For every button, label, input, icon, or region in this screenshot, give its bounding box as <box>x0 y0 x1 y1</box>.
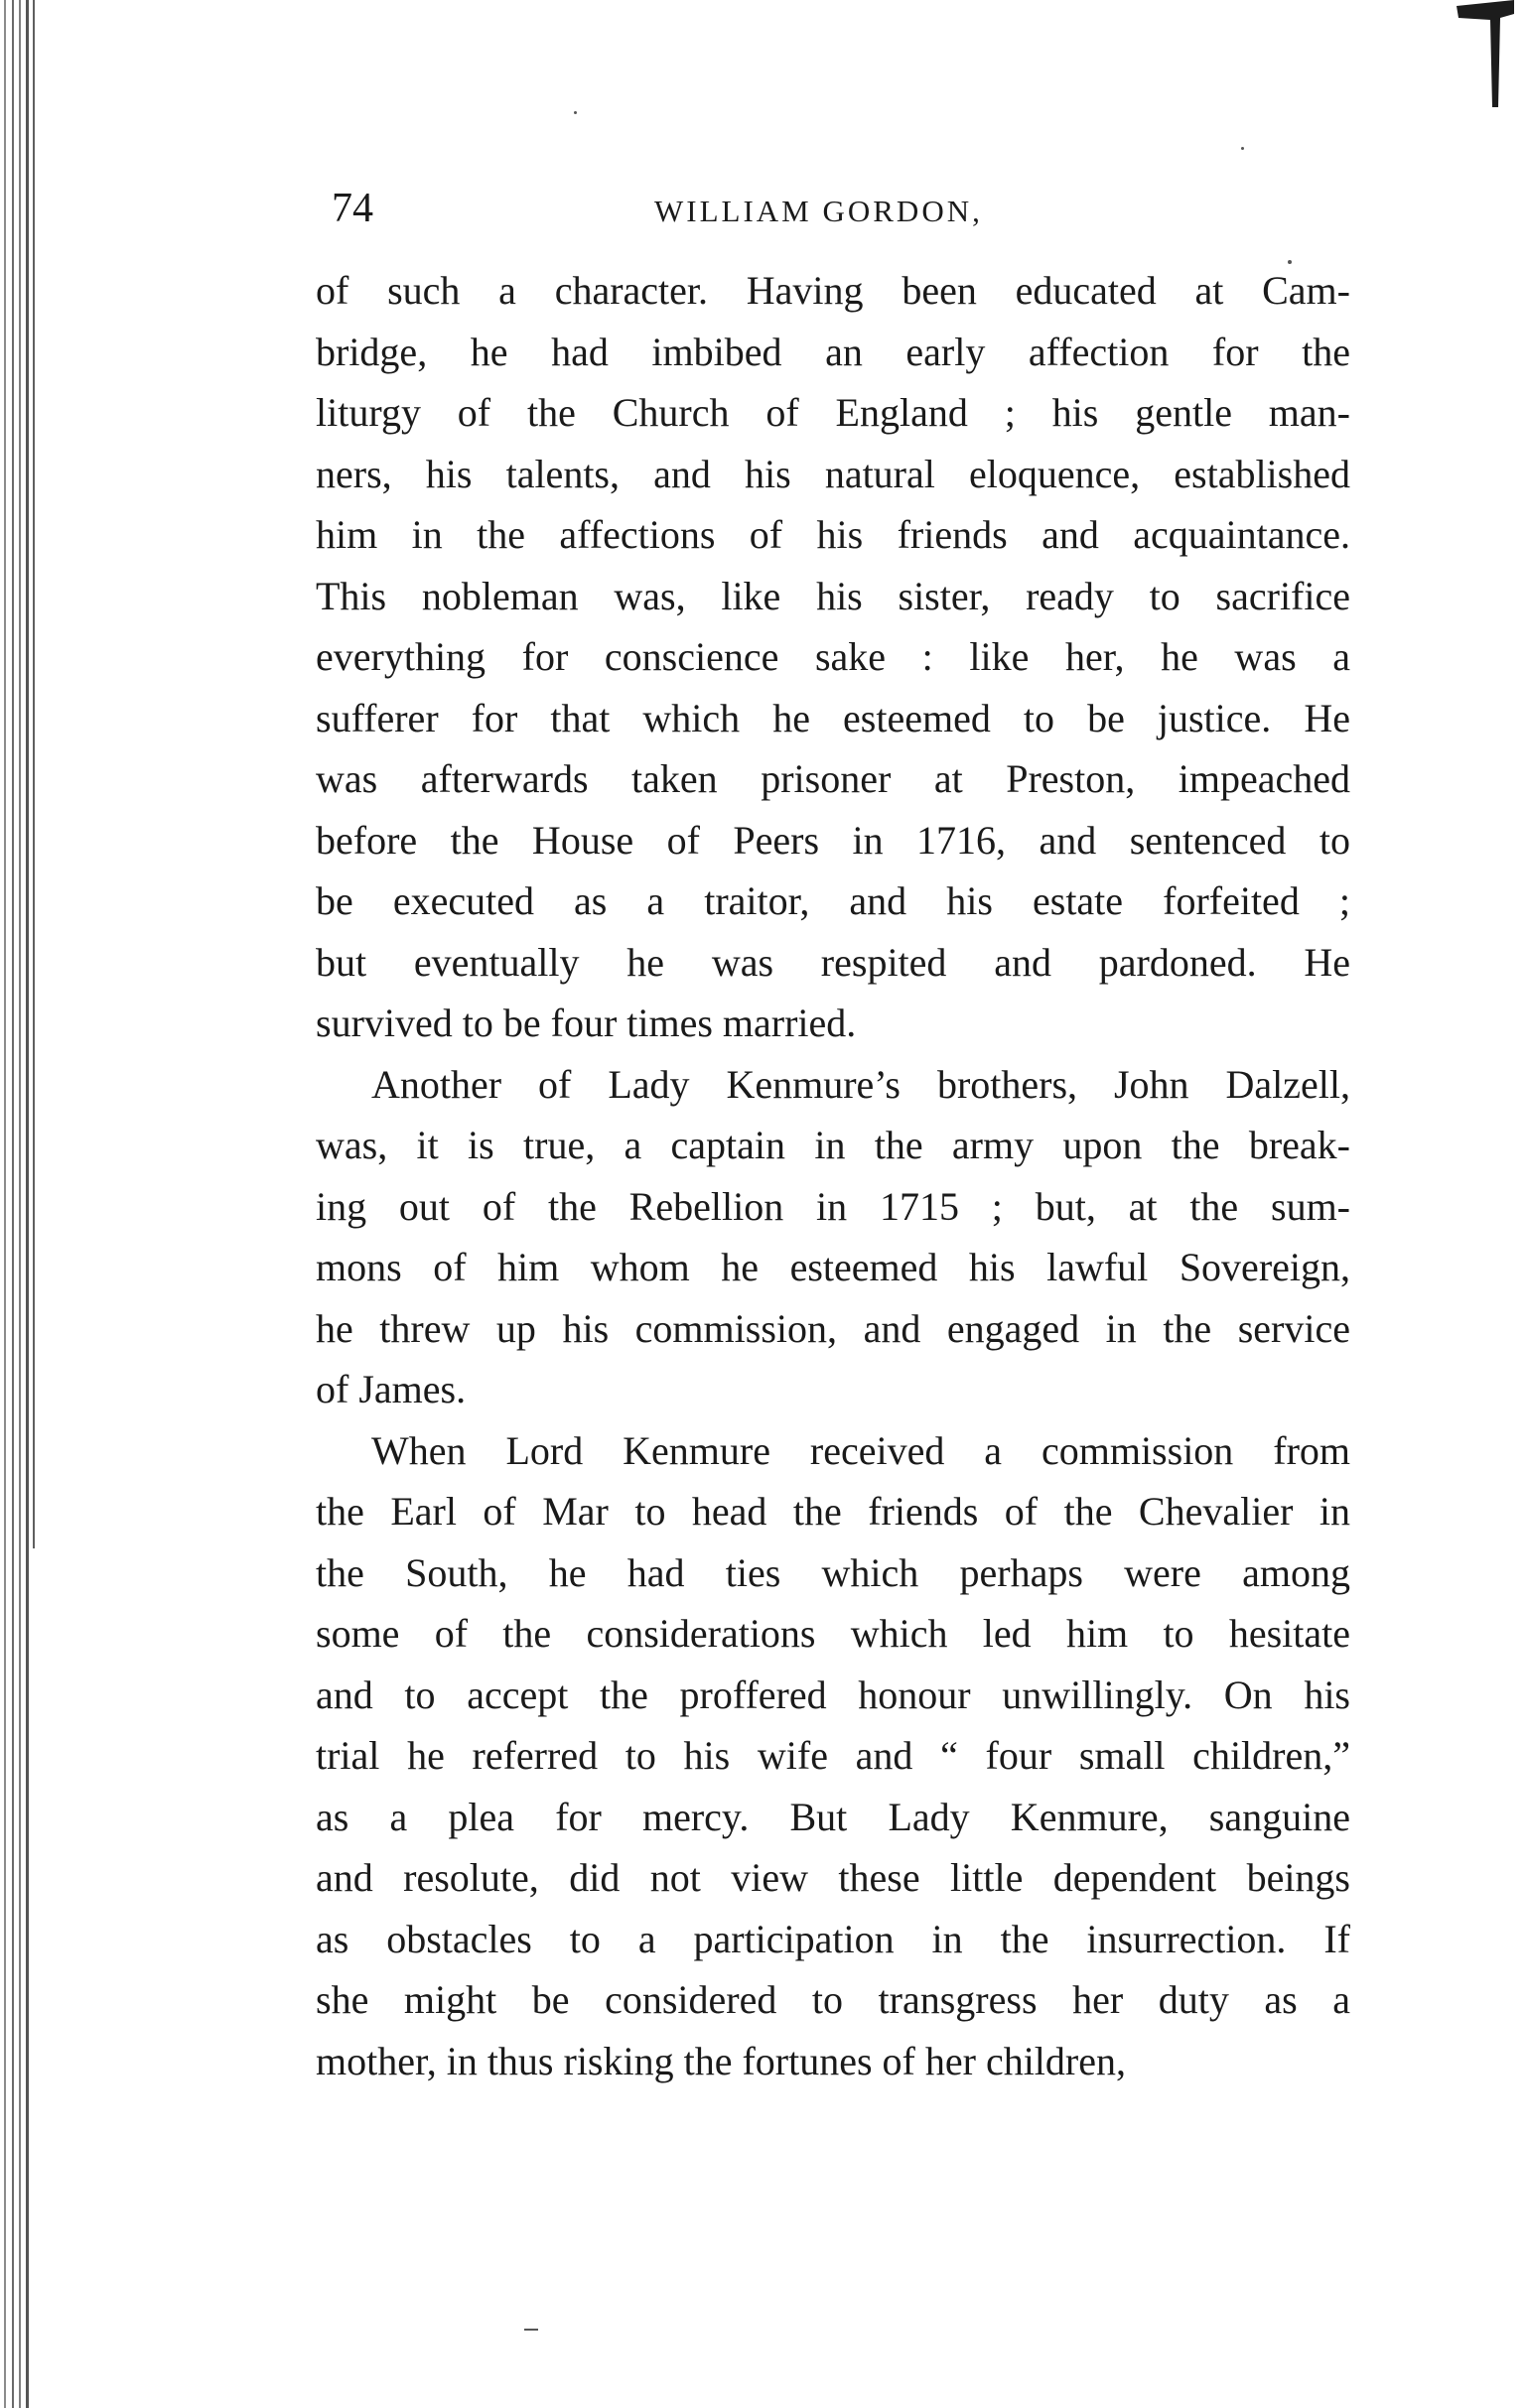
text-line: was, it is true, a captain in the army upon the break- <box>316 1123 1350 1167</box>
text-line: sufferer for that which he esteemed to be justice. He <box>316 695 1350 740</box>
text-line: trial he referred to his wife and “ four small children,” <box>316 1733 1350 1778</box>
text-line: and to accept the proffered honour unwillingly. On his <box>316 1672 1350 1717</box>
binding-edge-line <box>26 0 29 2408</box>
paragraph <box>316 1420 1350 2092</box>
paragraph <box>316 260 1350 1054</box>
text-line: but eventually he was respited and pardoned. He <box>316 939 1350 985</box>
text-line: be executed as a traitor, and his estate forfeited ; <box>316 878 1350 923</box>
text-line: the South, he had ties which perhaps were among <box>316 1549 1350 1595</box>
text-line: as obstacles to a participation in the insurrection. If <box>316 1916 1350 1961</box>
text-line: she might be considered to transgress her duty as a <box>316 1977 1350 2022</box>
text-line: ners, his talents, and his natural eloquence, established <box>316 451 1350 496</box>
text-line: some of the considerations which led him to hesitate <box>316 1611 1350 1656</box>
text-line: was afterwards taken prisoner at Preston, impeached <box>316 756 1350 801</box>
text-line: mother, in thus risking the fortunes of her children, <box>316 2038 1126 2083</box>
text-line: of James. <box>316 1367 467 1411</box>
binding-edge-line <box>19 0 21 2408</box>
text-line: before the House of Peers in 1716, and sentenced to <box>316 817 1350 863</box>
running-title: WILLIAM GORDON, <box>654 194 983 228</box>
text-line: survived to be four times married. <box>316 1001 857 1045</box>
text-line: of such a character. Having been educated at Cam- <box>316 268 1350 313</box>
text-line: When Lord Kenmure received a commission from <box>371 1427 1350 1473</box>
scan-speck <box>1241 147 1244 150</box>
text-line: bridge, he had imbibed an early affection for the <box>316 329 1350 374</box>
text-line: This nobleman was, like his sister, ready to sacrifice <box>316 573 1350 618</box>
scan-speck <box>574 111 577 114</box>
text-line: liturgy of the Church of England ; his gentle man- <box>316 390 1350 435</box>
text-line: he threw up his commission, and engaged in the service <box>316 1305 1350 1351</box>
paragraph <box>316 1054 1350 1420</box>
text-line: mons of him whom he esteemed his lawful Sovereign, <box>316 1245 1350 1289</box>
body-text <box>316 260 1350 2091</box>
binding-edge-line <box>12 0 14 2408</box>
binding-edge-line <box>4 0 6 2408</box>
scan-dash <box>524 2329 538 2331</box>
text-line: ing out of the Rebellion in 1715 ; but, at the sum- <box>316 1183 1350 1229</box>
text-line: him in the affections of his friends and acquaintance. <box>316 512 1350 557</box>
binding-edge-line <box>33 0 35 1548</box>
text-line: everything for conscience sake : like her, he was a <box>316 634 1350 679</box>
page-corner-mark <box>1457 0 1514 109</box>
page-number: 74 <box>332 186 373 231</box>
text-line: the Earl of Mar to head the friends of the Chevalier in <box>316 1489 1350 1534</box>
text-line: and resolute, did not view these little dependent beings <box>316 1855 1350 1900</box>
text-line: as a plea for mercy. But Lady Kenmure, sanguine <box>316 1794 1350 1839</box>
running-head <box>332 181 1354 240</box>
text-line: Another of Lady Kenmure’s brothers, John Dalzell, <box>371 1061 1350 1107</box>
